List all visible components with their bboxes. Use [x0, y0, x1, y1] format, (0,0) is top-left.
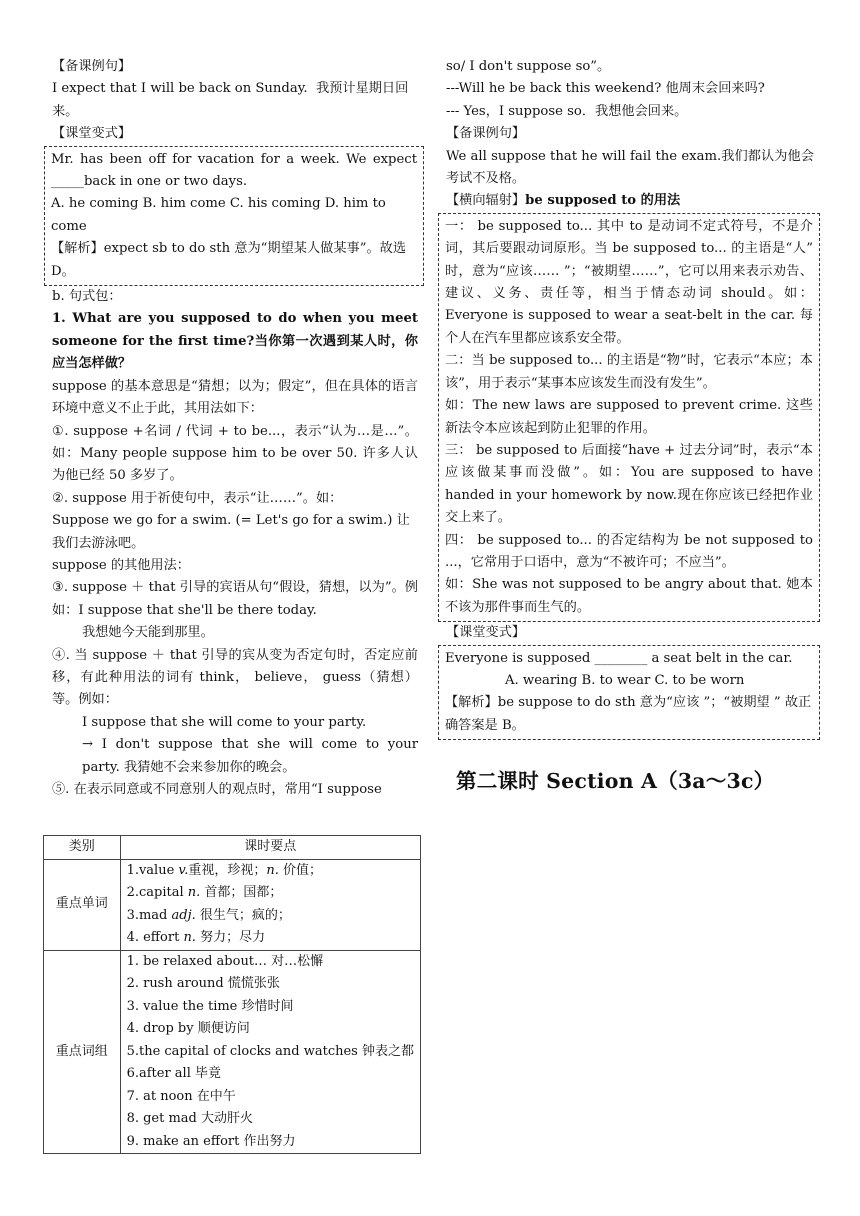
suppose-intro: suppose 的基本意思是“猜想；以为；假定”，但在具体的语言环境中意义不止于此，其用法如下：	[52, 378, 418, 417]
practice-heading-2: 【课堂变式】	[446, 625, 526, 641]
usage-2-example: Suppose we go for a swim. (= Let's go for a swim.) 让我们去游泳吧。	[52, 513, 410, 551]
practice-options-2: A. wearing B. to wear C. to be worn	[505, 672, 745, 688]
practice-question-2: Everyone is supposed ________ a seat belt in the car.	[445, 650, 793, 666]
phrase-item: 2. rush around 慌慌张张	[126, 976, 280, 991]
rule-2: 二：当 be supposed to... 的主语是“物”时，它表示“本应；本该”，用于表示“某事本应该发生而没有发生”。	[445, 353, 813, 391]
phrase-item: 3. value the time 珍惜时间	[126, 998, 294, 1014]
vocab-cell	[120, 859, 420, 950]
phrase-cell	[120, 950, 420, 1154]
pattern-label: b. 句式包：	[52, 289, 122, 305]
phrase-item: 5.the capital of clocks and watches 钟表之都	[126, 1043, 414, 1059]
usage-2: ②. suppose 用于祈使句中，表示“让……”。如：	[52, 490, 343, 506]
other-usage: suppose 的其他用法：	[52, 557, 190, 573]
category-cell: 重点单词	[44, 859, 121, 950]
usage-1: ①. suppose +名词 / 代词 + to be...，表示“认为…是…”。如：Many people suppose him to be over 50. 许多人认为他已经 50 多岁了。	[52, 423, 418, 484]
phrase-item: 9. make an effort 作出努力	[126, 1133, 296, 1149]
header-points: 课时要点	[120, 836, 420, 860]
vocab-item: 2.capital n. 首都；国都；	[126, 885, 283, 900]
rule-2-example: 如：The new laws are supposed to prevent crime. 这些新法令本应该起到防止犯罪的作用。	[445, 398, 813, 436]
radiation-heading: 【横向辐射】be supposed to 的用法	[446, 193, 681, 209]
usage-4-example-1: I suppose that she will come to your party.	[82, 714, 367, 730]
table-row	[44, 950, 421, 1154]
rule-3: 三： be supposed to 后面接“have + 过去分词”时，表示“本应该做某事而没做”。如：You are supposed to have handed in your homework by now.现在你应该已经把作业交上来了。	[445, 442, 813, 526]
practice-heading: 【课堂变式】	[52, 126, 132, 142]
practice-options: A. he coming B. him come C. his coming D. him to come	[51, 196, 386, 234]
example-sentence: I expect that I will be back on Sunday. 我预计星期日回来。	[52, 81, 409, 119]
usage-5-continued: so/ I don't suppose so”。	[446, 59, 611, 74]
dialog-line-1: ---Will he be back this weekend? 他周末会回来吗?	[446, 81, 765, 97]
vocab-item: 1.value v.重视，珍视；n. 价值；	[126, 862, 323, 878]
practice-box-2	[438, 645, 820, 741]
practice-box	[44, 146, 424, 286]
usage-3: ③. suppose ＋ that 引导的宾语从句“假设，猜想，以为”。例如：I suppose that she'll be there today.	[52, 580, 418, 618]
rule-4: 四： be supposed to... 的否定结构为 be not supposed to ...，它常用于口语中，意为“不被许可；不应当”。	[445, 532, 813, 570]
practice-analysis: 【解析】expect sb to do sth 意为“期望某人做某事”。故选 D。	[51, 241, 407, 279]
phrase-item: 8. get mad 大动肝火	[126, 1111, 254, 1126]
vocab-item: 3.mad adj. 很生气；疯的；	[126, 907, 291, 923]
radiation-box	[438, 213, 820, 622]
table-header-row	[44, 836, 421, 860]
usage-3-translation: 我想她今天能到那里。	[82, 625, 214, 641]
phrase-item: 1. be relaxed about… 对…松懈	[126, 953, 324, 969]
practice-question: Mr. has been off for vacation for a week. We expect _____back in one or two days.	[51, 151, 417, 190]
usage-4: ④. 当 suppose ＋ that 引导的宾从变为否定句时，否定应前移，有此种用法的词有 think， believe， guess（猜想）等。例如：	[52, 647, 418, 708]
table-row	[44, 859, 421, 950]
right-column	[446, 56, 814, 740]
category-cell: 重点词组	[44, 950, 121, 1154]
summary-table	[43, 835, 421, 1154]
phrase-item: 4. drop by 顺便访问	[126, 1021, 250, 1036]
pattern-title: 1. What are you supposed to do when you meet someone for the first time?当你第一次遇到某人时，你应当怎样做？	[52, 311, 418, 372]
practice-analysis-2: 【解析】be suppose to do sth 意为“应该 ”；“被期望 ” 故正确答案是 B。	[445, 695, 812, 733]
dialog-line-2: --- Yes，I suppose so．我想他会回来。	[446, 103, 688, 119]
rule-4-example: 如：She was not supposed to be angry about that. 她本不该为那件事而生气的。	[445, 577, 813, 615]
example-heading: 【备课例句】	[52, 59, 132, 74]
phrase-item: 6.after all 毕竟	[126, 1066, 221, 1081]
vocab-item: 4. effort n. 努力；尽力	[126, 930, 266, 945]
lesson-heading: 第二课时 Section A（3a～3c）	[456, 769, 775, 793]
example-sentence-2: We all suppose that he will fail the exam.我们都认为他会考试不及格。	[446, 148, 814, 187]
rule-1: 一： be supposed to... 其中 to 是动词不定式符号，不是介词，其后要跟动词原形。当 be supposed to... 的主语是“人” 时，意为“应该…… ”；“被期望……”，它可以用来表示劝告、建议、义务、责任等，相当于情态动词 should。如：Everyone is supposed to wear a seat-belt in the car. 每个人在汽车里都应该系安全带。	[445, 218, 813, 346]
left-column	[52, 56, 418, 801]
usage-4-example-2: → I don't suppose that she will come to your party. 我猜她不会来参加你的晚会。	[82, 737, 418, 775]
phrase-item: 7. at noon 在中午	[126, 1088, 236, 1104]
usage-5: ⑤. 在表示同意或不同意别人的观点时，常用“I suppose	[52, 782, 382, 797]
header-category: 类别	[44, 836, 121, 860]
example-heading-2: 【备课例句】	[446, 126, 526, 142]
